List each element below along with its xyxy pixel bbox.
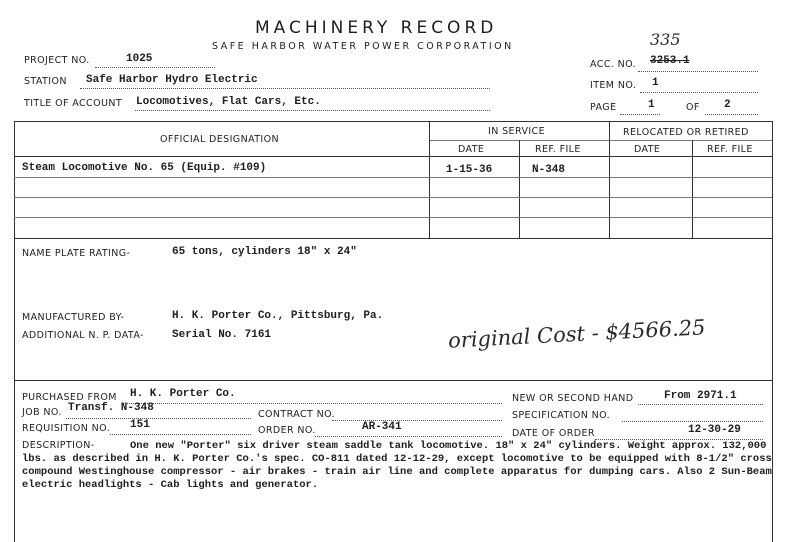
new-or-second-hand-value: From 2971.1 bbox=[664, 390, 737, 402]
of-total-value: 2 bbox=[724, 99, 731, 111]
additional-np-data-label: ADDITIONAL N. P. DATA- bbox=[22, 330, 144, 341]
page-title: MACHINERY RECORD bbox=[255, 18, 498, 38]
item-no-label: ITEM NO. bbox=[590, 80, 637, 91]
new-or-second-hand-label: NEW OR SECOND HAND bbox=[512, 393, 634, 404]
in-ref-file-header: REF. FILE bbox=[535, 144, 581, 155]
item-no-value: 1 bbox=[652, 77, 659, 89]
order-no-label: ORDER NO. bbox=[258, 425, 316, 436]
description-label: DESCRIPTION- bbox=[22, 440, 95, 451]
acc-no-handwritten: 335 bbox=[650, 30, 681, 49]
purchased-from-label: PURCHASED FROM bbox=[22, 392, 117, 403]
handwritten-original-cost: original Cost - $4566.25 bbox=[447, 315, 707, 353]
page-label: PAGE bbox=[590, 102, 617, 113]
additional-np-data-value: Serial No. 7161 bbox=[172, 329, 272, 341]
acc-no-label: ACC. NO. bbox=[590, 59, 637, 70]
company-name: SAFE HARBOR WATER POWER CORPORATION bbox=[212, 41, 514, 52]
contract-no-label: CONTRACT NO. bbox=[258, 409, 336, 420]
date-of-order-label: DATE OF ORDER bbox=[512, 428, 595, 439]
requisition-no-label: REQUISITION NO. bbox=[22, 423, 111, 434]
station-label: STATION bbox=[24, 76, 67, 87]
official-designation-header: OFFICIAL DESIGNATION bbox=[160, 134, 280, 145]
in-date-cell: 1-15-36 bbox=[446, 164, 493, 176]
name-plate-rating-label: NAME PLATE RATING- bbox=[22, 248, 131, 259]
in-ref-cell: N-348 bbox=[532, 164, 566, 176]
page-value: 1 bbox=[648, 99, 655, 111]
purchased-from-value: H. K. Porter Co. bbox=[130, 388, 236, 400]
station-value: Safe Harbor Hydro Electric bbox=[86, 74, 258, 86]
of-label: OF bbox=[686, 102, 700, 113]
order-no-value: AR-341 bbox=[362, 421, 402, 433]
rel-date-header: DATE bbox=[634, 144, 661, 155]
manufactured-by-value: H. K. Porter Co., Pittsburg, Pa. bbox=[172, 310, 384, 322]
rel-ref-file-header: REF. FILE bbox=[707, 144, 753, 155]
relocated-header: RELOCATED OR RETIRED bbox=[623, 127, 749, 138]
in-service-header: IN SERVICE bbox=[488, 126, 545, 137]
description-text: One new "Porter" six driver steam saddle tank locomotive. 18" x 24" cylinders. Weight approx. 132,000 lbs. as described in H. K. Porter Co.'s spec. CO-811 dated 12-12-29, except locomotive to be equipped with 8-1/2" cross compound Westinghouse compressor - air brakes - train air line and complete apparatus for dumping cars. Also 2 Sun-Beam electric headlights - Cab lights and generator. bbox=[22, 440, 772, 491]
name-plate-rating-value: 65 tons, cylinders 18" x 24" bbox=[172, 246, 357, 258]
title-of-account-label: TITLE OF ACCOUNT bbox=[24, 98, 123, 109]
requisition-no-value: 151 bbox=[130, 419, 150, 431]
date-of-order-value: 12-30-29 bbox=[688, 424, 741, 436]
specification-no-label: SPECIFICATION NO. bbox=[512, 410, 611, 421]
job-no-label: JOB NO. bbox=[22, 407, 62, 418]
title-of-account-value: Locomotives, Flat Cars, Etc. bbox=[136, 96, 321, 108]
job-no-value: Transf. N-348 bbox=[68, 402, 154, 414]
acc-no-struck: 3253.1 bbox=[650, 55, 690, 67]
project-no-label: PROJECT NO. bbox=[24, 55, 90, 66]
project-no-value: 1025 bbox=[126, 53, 153, 65]
manufactured-by-label: MANUFACTURED BY- bbox=[22, 312, 125, 323]
designation-cell: Steam Locomotive No. 65 (Equip. #109) bbox=[22, 162, 267, 174]
in-date-header: DATE bbox=[458, 144, 485, 155]
